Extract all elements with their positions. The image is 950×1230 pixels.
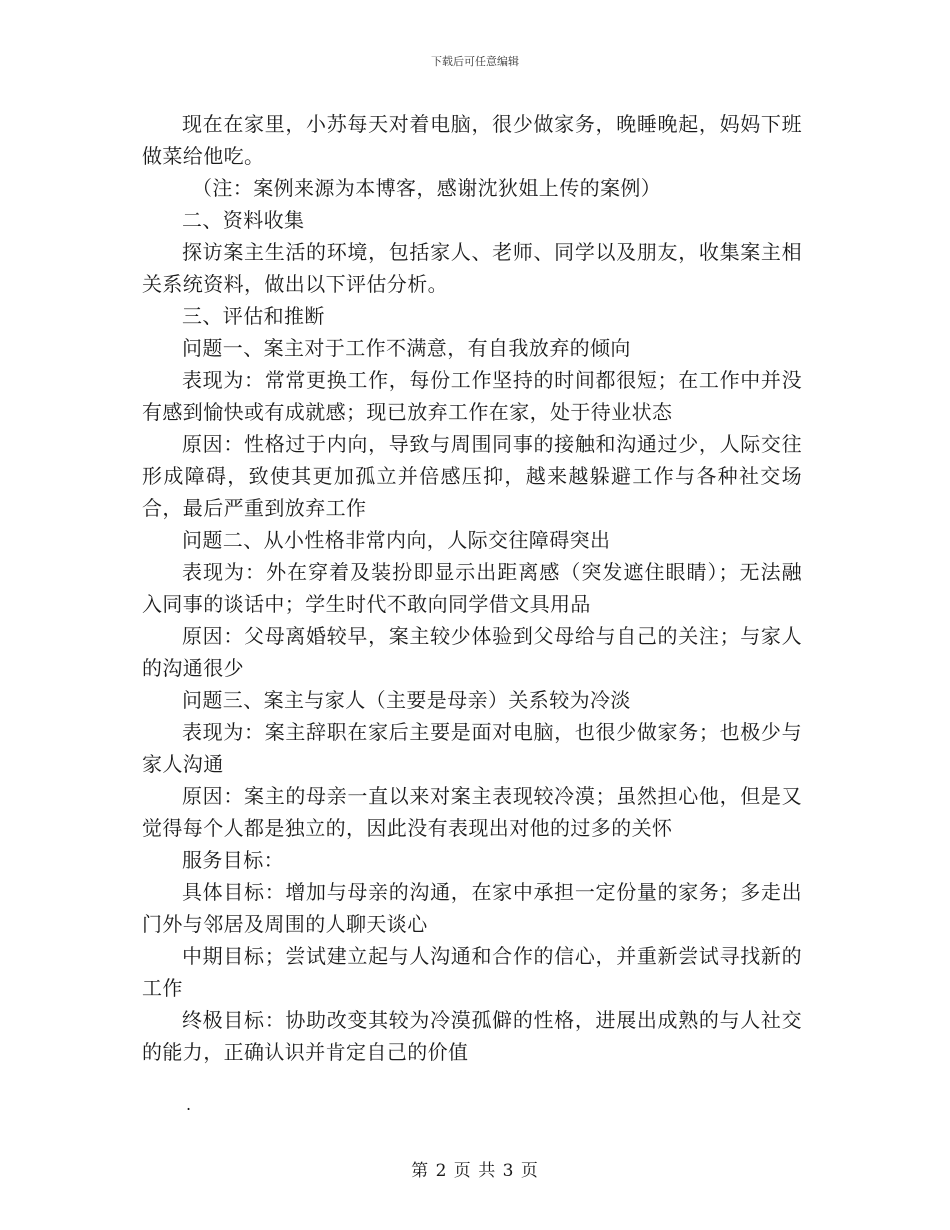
paragraph: 原因：父母离婚较早，案主较少体验到父母给与自己的关注；与家人的沟通很少 xyxy=(142,624,802,680)
page-footer: 第 2 页 共 3 页 xyxy=(411,1161,539,1181)
trailing-mark: . xyxy=(186,1095,192,1114)
page-header: 下载后可任意编辑 xyxy=(431,55,519,68)
problem-heading: 问题一、案主对于工作不满意，有自我放弃的倾向 xyxy=(182,336,631,360)
document-body xyxy=(142,108,802,1068)
paragraph: 中期目标；尝试建立起与人沟通和合作的信心，并重新尝试寻找新的工作 xyxy=(142,944,802,1000)
section-heading: 三、评估和推断 xyxy=(182,304,325,328)
paragraph: 探访案主生活的环境，包括家人、老师、同学以及朋友，收集案主相关系统资料，做出以下评估分析。 xyxy=(142,240,802,296)
paragraph-note: （注：案例来源为本博客，感谢沈狄姐上传的案例） xyxy=(192,176,662,200)
section-heading: 二、资料收集 xyxy=(182,208,305,232)
paragraph: 表现为：常常更换工作，每份工作坚持的时间都很短；在工作中并没有感到愉快或有成就感；现已放弃工作在家，处于待业状态 xyxy=(142,368,802,424)
paragraph: 表现为：外在穿着及装扮即显示出距离感（突发遮住眼睛）；无法融入同事的谈话中；学生时代不敢向同学借文具用品 xyxy=(142,560,802,616)
paragraph: 现在在家里，小苏每天对着电脑，很少做家务，晚睡晚起，妈妈下班做菜给他吃。 xyxy=(142,112,802,168)
problem-heading: 问题三、案主与家人（主要是母亲）关系较为冷淡 xyxy=(182,688,631,712)
paragraph: 具体目标：增加与母亲的沟通，在家中承担一定份量的家务；多走出门外与邻居及周围的人聊天谈心 xyxy=(142,880,802,936)
paragraph: 原因：案主的母亲一直以来对案主表现较冷漠；虽然担心他，但是又觉得每个人都是独立的，因此没有表现出对他的过多的关怀 xyxy=(142,784,802,840)
goals-heading: 服务目标： xyxy=(182,848,284,872)
paragraph: 终极目标：协助改变其较为冷漠孤僻的性格，进展出成熟的与人社交的能力，正确认识并肯定自己的价值 xyxy=(142,1008,802,1064)
problem-heading: 问题二、从小性格非常内向，人际交往障碍突出 xyxy=(182,528,611,552)
paragraph: 表现为：案主辞职在家后主要是面对电脑，也很少做家务；也极少与家人沟通 xyxy=(142,720,802,776)
paragraph: 原因：性格过于内向，导致与周围同事的接触和沟通过少，人际交往形成障碍，致使其更加孤立并倍感压抑，越来越躲避工作与各种社交场合，最后严重到放弃工作 xyxy=(142,432,802,520)
